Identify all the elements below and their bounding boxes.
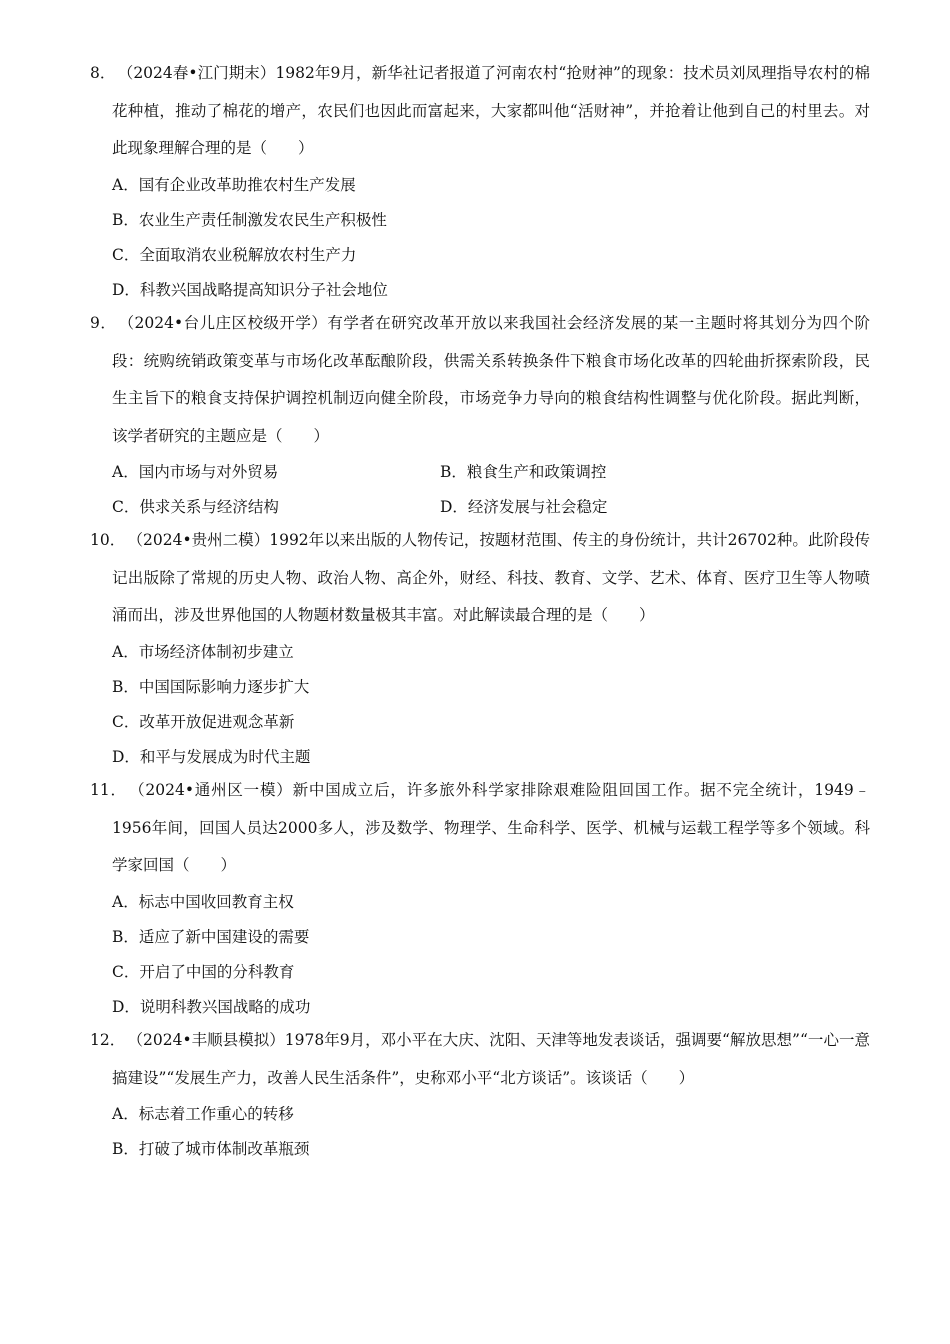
question-source: （2024•台儿庄区校级开学） [126,314,328,332]
question-source: （2024•通州区一模） [136,781,293,799]
question-10 [90,522,870,775]
option-b[interactable]: B．打破了城市体制改革瓶颈 [112,1140,310,1158]
options-list [90,455,870,525]
options-row [90,455,870,490]
options-list [90,168,870,308]
option-c[interactable]: C．供求关系与经济结构 [112,498,279,516]
option-b[interactable]: B．中国国际影响力逐步扩大 [112,677,310,696]
question-stem [90,772,870,885]
option-d[interactable]: D．经济发展与社会稳定 [440,498,608,516]
options-list [90,885,870,1025]
question-number: 9． [90,314,117,332]
question-number: 10． [90,531,126,549]
option-a[interactable]: A．标志中国收回教育主权 [112,892,294,911]
question-number: 12． [90,1031,126,1049]
question-stem [90,1022,870,1097]
option-d[interactable]: D．和平与发展成为时代主题 [112,747,311,766]
option-b[interactable]: B．农业生产责任制激发农民生产积极性 [112,210,387,229]
question-number: 8． [90,64,116,82]
question-9 [90,305,870,525]
question-12 [90,1022,870,1167]
option-c[interactable]: C．全面取消农业税解放农村生产力 [112,245,357,264]
options-list [90,1097,870,1167]
question-text: 有学者在研究改革开放以来我国社会经济发展的某一主题时将其划分为四个阶段：统购统销政策变革与市场化改革酝酿阶段，供需关系转换条件下粮食市场化改革的四轮曲折探索阶段，民生主旨下的粮食支持保护调控机制迈向健全阶段，市场竞争力导向的粮食结构性调整与优化阶段。据此判断，该学者研究的主题应是（ ） [112,314,870,445]
question-text: 1978年9月，邓小平在大庆、沈阳、天津等地发表谈话，强调要“解放思想”“一心一意搞建设”“发展生产力，改善人民生活条件”，史称邓小平“北方谈话”。该谈话（ ） [112,1031,870,1087]
question-source: （2024春•江门期末） [125,64,276,82]
question-source: （2024•贵州二模） [135,531,270,549]
question-8 [90,55,870,308]
question-stem [90,522,870,635]
option-c[interactable]: C．开启了中国的分科教育 [112,962,295,981]
option-d[interactable]: D．科教兴国战略提高知识分子社会地位 [112,280,388,299]
question-stem [90,55,870,168]
question-number: 11． [90,781,127,799]
question-source: （2024•丰顺县模拟） [135,1031,285,1049]
options-row [90,490,870,525]
options-list [90,635,870,775]
option-a[interactable]: A．标志着工作重心的转移 [112,1105,294,1123]
question-stem [90,305,870,455]
option-a[interactable]: A．市场经济体制初步建立 [112,642,294,661]
question-text: 新中国成立后，许多旅外科学家排除艰难险阻回国工作。据不完全统计，1949﹣1956年间，回国人员达2000多人，涉及数学、物理学、生命科学、医学、机械与运载工程学等多个领域。科学家回国（ ） [112,781,870,874]
option-b[interactable]: B．粮食生产和政策调控 [440,463,607,481]
question-text: 1992年以来出版的人物传记，按题材范围、传主的身份统计，共计26702种。此阶段传记出版除了常规的历史人物、政治人物、高企外，财经、科技、教育、文学、艺术、体育、医疗卫生等人物喷涌而出，涉及世界他国的人物题材数量极其丰富。对此解读最合理的是（ ） [112,531,870,624]
option-b[interactable]: B．适应了新中国建设的需要 [112,927,310,946]
option-d[interactable]: D．说明科教兴国战略的成功 [112,997,311,1016]
option-a[interactable]: A．国有企业改革助推农村生产发展 [112,175,356,194]
option-c[interactable]: C．改革开放促进观念革新 [112,712,295,731]
question-text: 1982年9月，新华社记者报道了河南农村“抢财神”的现象：技术员刘凤理指导农村的棉花种植，推动了棉花的增产，农民们也因此而富起来，大家都叫他“活财神”，并抢着让他到自己的村里去。对此现象理解合理的是（ ） [112,64,870,157]
question-11 [90,772,870,1025]
option-a[interactable]: A．国内市场与对外贸易 [112,463,279,481]
